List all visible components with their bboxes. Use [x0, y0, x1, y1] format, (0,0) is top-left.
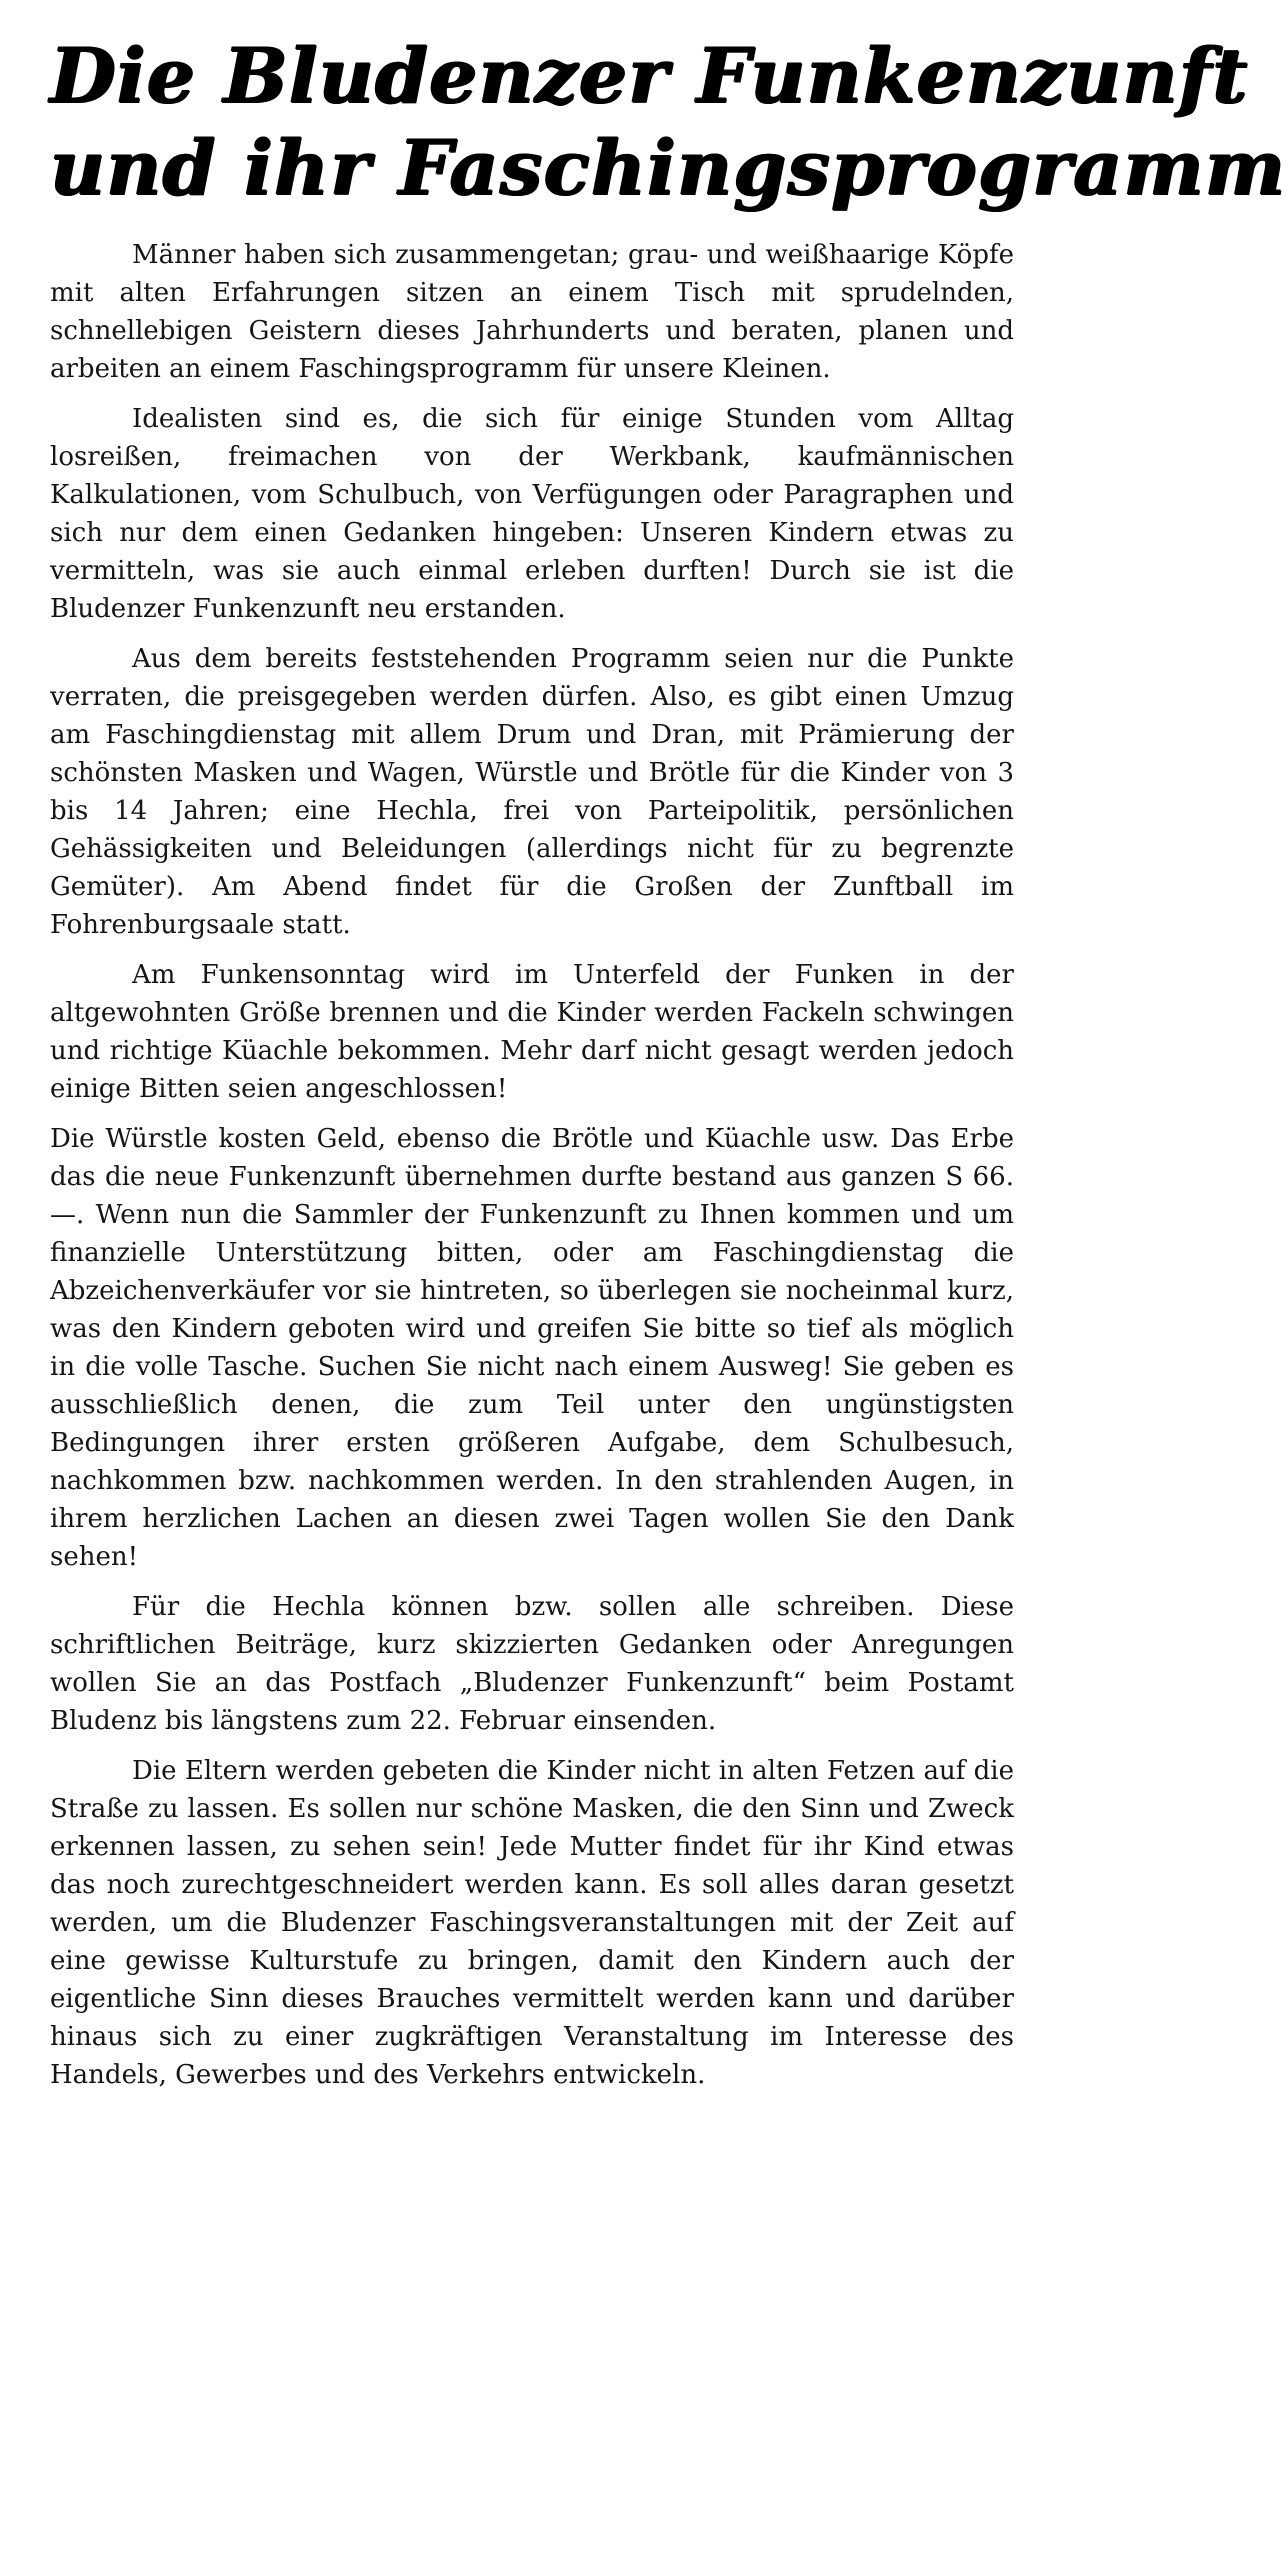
- headline-line-1: Die Bludenzer Funkenzunft: [50, 31, 1249, 120]
- paragraph-funkensonntag: Am Funkensonntag wird im Unterfeld der Funken in der altgewohnten Größe brennen und die Kinder werden Fackeln schwingen und richtige Küachle bekommen. Mehr darf nicht gesagt werden jedoch einige Bitten seien angeschlossen!: [50, 960, 1014, 1104]
- paragraph-program: Aus dem bereits feststehenden Programm seien nur die Punkte verraten, die preisgegeben werden dürfen. Also, es gibt einen Umzug am Faschingdienstag mit allem Drum und Dran, mit Prämierung der schönsten Masken und Wagen, Würstle und Brötle für die Kinder von 3 bis 14 Jahren; eine Hechla, frei von Parteipolitik, persönlichen Gehässigkeiten und Beleidungen (allerdings nicht für zu begrenzte Gemüter). Am Abend findet für die Großen der Zunftball im Fohrenburgsaale statt.: [50, 644, 1014, 940]
- headline: [50, 30, 1286, 214]
- article-body: [50, 236, 1014, 2094]
- paragraph-donations: Die Würstle kosten Geld, ebenso die Brötle und Küachle usw. Das Erbe das die neue Funkenzunft übernehmen durfte bestand aus ganzen S 66.—. Wenn nun die Sammler der Funkenzunft zu Ihnen kommen und um finanzielle Unterstützung bitten, oder am Faschingdienstag die Abzeichenverkäufer vor sie hintreten, so überlegen sie nocheinmal kurz, was den Kindern geboten wird und greifen Sie bitte so tief als möglich in die volle Tasche. Suchen Sie nicht nach einem Ausweg! Sie geben es ausschließlich denen, die zum Teil unter den ungünstigsten Bedingungen ihrer ersten größeren Aufgabe, dem Schulbesuch, nachkommen bzw. nachkommen werden. In den strahlenden Augen, in ihrem herzlichen Lachen an diesen zwei Tagen wollen Sie den Dank sehen!: [50, 1124, 1014, 1572]
- headline-line-2: und ihr Faschingsprogramm: [50, 123, 1286, 212]
- paragraph-idealists: Idealisten sind es, die sich für einige Stunden vom Alltag losreißen, freimachen von der Werkbank, kaufmännischen Kalkulationen, vom Schulbuch, von Verfügungen oder Paragraphen und sich nur dem einen Gedanken hingeben: Unseren Kindern etwas zu vermitteln, was sie auch einmal erleben durften! Durch sie ist die Bludenzer Funkenzunft neu erstanden.: [50, 404, 1014, 624]
- paragraph-parents-masks: Die Eltern werden gebeten die Kinder nicht in alten Fetzen auf die Straße zu lassen. Es sollen nur schöne Masken, die den Sinn und Zweck erkennen lassen, zu sehen sein! Jede Mutter findet für ihr Kind etwas das noch zurechtgeschneidert werden kann. Es soll alles daran gesetzt werden, um die Bludenzer Faschingsveranstaltungen mit der Zeit auf eine gewisse Kulturstufe zu bringen, damit den Kindern auch der eigentliche Sinn dieses Brauches vermittelt werden kann und darüber hinaus sich zu einer zugkräftigen Veranstaltung im Interesse des Handels, Gewerbes und des Verkehrs entwickeln.: [50, 1756, 1014, 2090]
- paragraph-hechla-contributions: Für die Hechla können bzw. sollen alle schreiben. Diese schriftlichen Beiträge, kurz skizzierten Gedanken oder Anregungen wollen Sie an das Postfach „Bludenzer Funkenzunft“ beim Postamt Bludenz bis längstens zum 22. Februar einsenden.: [50, 1592, 1014, 1736]
- paragraph-men-gathered: Männer haben sich zusammengetan; grau- und weißhaarige Köpfe mit alten Erfahrungen sitzen an einem Tisch mit sprudelnden, schnellebigen Geistern dieses Jahrhunderts und beraten, planen und arbeiten an einem Faschingsprogramm für unsere Kleinen.: [50, 240, 1014, 384]
